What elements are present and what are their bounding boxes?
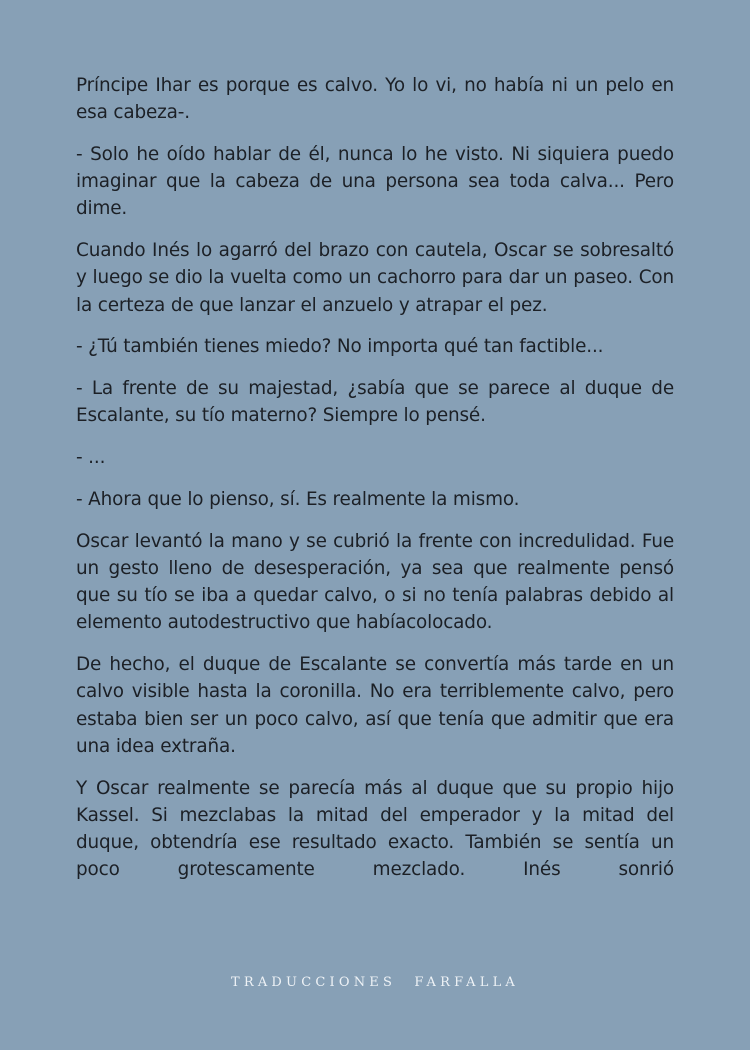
paragraph: - Ahora que lo pienso, sí. Es realmente la mismo. xyxy=(76,489,520,510)
paragraph: Oscar levantó la mano y se cubrió la frente con incredulidad. Fue un gesto lleno de desesperación, ya sea que realmente pensó que su tío se iba a quedar calvo, o si no tenía palabras debido al elemento autodestructivo que habíacolocado. xyxy=(76,530,674,634)
paragraph: De hecho, el duque de Escalante se convertía más tarde en un calvo visible hasta la coronilla. No era terriblemente calvo, pero estaba bien ser un poco calvo, así que tenía que admitir que era una idea extraña. xyxy=(76,654,674,757)
paragraph: Y Oscar realmente se parecía más al duque que su propio hijo Kassel. Si mezclabas la mitad del emperador y la mitad del duque, obtendría ese resultado exacto. También se sentía un poco grotescamente mezclado. Inés sonrió xyxy=(76,777,674,881)
paragraph: Príncipe Ihar es porque es calvo. Yo lo vi, no había ni un pelo en esa cabeza-. xyxy=(76,75,674,124)
page-body xyxy=(76,72,674,883)
paragraph: - La frente de su majestad, ¿sabía que se parece al duque de Escalante, su tío materno? Siempre lo pensé. xyxy=(76,378,674,427)
paragraph: - ... xyxy=(76,447,106,469)
footer-credit: TRADUCCIONES FARFALLA xyxy=(230,975,519,990)
paragraph: - ¿Tú también tienes miedo? No importa qué tan factible... xyxy=(76,336,604,358)
paragraph: - Solo he oído hablar de él, nunca lo he visto. Ni siquiera puedo imaginar que la cabeza de una persona sea toda calva... Pero dime. xyxy=(76,144,674,220)
paragraph: Cuando Inés lo agarró del brazo con cautela, Oscar se sobresaltó y luego se dio la vuelta como un cachorro para dar un paseo. Con la certeza de que lanzar el anzuelo y atrapar el pez. xyxy=(76,240,674,316)
